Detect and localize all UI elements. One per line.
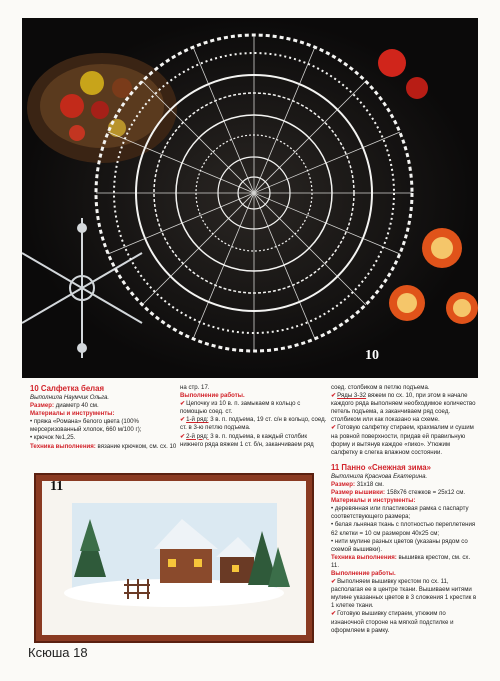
article-10 bbox=[30, 384, 178, 451]
check-icon: ✔ bbox=[331, 392, 337, 400]
check-icon: ✔ bbox=[331, 578, 337, 586]
ornament-ball bbox=[378, 49, 406, 77]
check-icon: ✔ bbox=[331, 610, 337, 618]
crochet-doily bbox=[96, 35, 412, 351]
embroidery-mat bbox=[42, 481, 306, 635]
technique-line: Техника выполнения: вышивка крестом, см. сх. 11. bbox=[331, 553, 471, 569]
check-icon: ✔ bbox=[180, 400, 186, 408]
materials-label: Материалы и инструменты: bbox=[331, 497, 416, 505]
work-step: ✔Готовую вышивку стираем, утюжим по изнаночной стороне на мягкой подстилке и оформляем в рамку. bbox=[331, 610, 454, 634]
check-icon: ✔ bbox=[331, 424, 337, 432]
check-icon: ✔ bbox=[180, 416, 186, 424]
material-item: • крючок №1,25. bbox=[30, 434, 76, 442]
doily-photo bbox=[22, 18, 478, 378]
ornament-ball bbox=[406, 77, 428, 99]
work-label: Выполнение работы. bbox=[331, 569, 396, 577]
work-step: ✔2-й ряд: 3 в. п. подъема, в каждый столбик нижнего ряда вяжем 1 ст. б/н, заканчиваем ряд bbox=[180, 432, 314, 448]
article-title: 11 Панно «Снежная зима» bbox=[331, 462, 431, 472]
work-step: ✔Выполняем вышивку крестом по сх. 11, располагая ее в центре ткани. Вышиваем нитями мулине указанных цветов в 3 сложения 1 крестик в 1 клетке ткани. bbox=[331, 578, 477, 610]
author: Выполнила Наумчик Ольга. bbox=[30, 394, 110, 401]
material-item: • пряжа «Романа» белого цвета (100% мерсеризованный хлопок, 660 м/100 г); bbox=[30, 418, 142, 434]
frame-number: 11 bbox=[50, 479, 64, 494]
continued-note: на стр. 17. bbox=[180, 384, 210, 391]
work-label: Выполнение работы. bbox=[180, 392, 245, 400]
doily-illustration bbox=[22, 18, 478, 378]
work-step: ✔1-й ряд: 3 в. п. подъема, 19 ст. с/н в кольцо, соед. ст. в 3-ю петлю подъема. bbox=[180, 416, 327, 432]
material-item: • нити мулине разных цветов (указаны рядом со схемой вышивки). bbox=[331, 537, 468, 553]
material-item: • деревянная или пластиковая рамка с паспарту соответствующего размера; bbox=[331, 505, 469, 521]
photo-number: 10 bbox=[365, 348, 379, 363]
work-step: ✔Цепочку из 10 в. п. замыкаем в кольцо с помощью соед. ст. bbox=[180, 400, 301, 416]
work-step: ✔Ряды 3-32 вяжем по сх. 10, при этом в начале каждого ряда выполняем необходимое количество петель подъема, а заканчиваем ряд соед. столбиком или как показано на схеме. bbox=[331, 392, 476, 424]
column-3 bbox=[331, 384, 477, 635]
technique-line: Техника выполнения: вязание крючком, см. сх. 10 bbox=[30, 442, 177, 450]
text-line: соед. столбиком в петлю подъема. bbox=[331, 384, 430, 391]
winter-house-embroidery bbox=[42, 481, 306, 635]
page-footer: Ксюша 18 bbox=[28, 645, 88, 660]
embroidery-size-line: Размер вышивки: 158x76 стежков = 25x12 см. bbox=[331, 489, 466, 497]
article-title: 10 Салфетка белая bbox=[30, 384, 105, 393]
check-icon: ✔ bbox=[180, 432, 186, 440]
article-10-continued bbox=[180, 384, 328, 449]
embroidery-frame bbox=[34, 473, 314, 643]
work-step: ✔Готовую салфетку стираем, крахмалим и сушим на ровной поверхности, придав ей правильную форму и вытянув каждое «пико». Утюжим салфетку в слегка влажном состоянии. bbox=[331, 424, 474, 456]
author: Выполнила Краснова Екатерина. bbox=[331, 472, 428, 480]
material-item: • белая льняная ткань с плотностью переплетения 62 клетки = 10 см размером 40x25 см; bbox=[331, 521, 476, 537]
size-line: Размер: 31x18 см. bbox=[331, 480, 384, 488]
materials-label: Материалы и инструменты: bbox=[30, 410, 115, 418]
size-line: Размер: диаметр 40 см. bbox=[30, 402, 99, 410]
